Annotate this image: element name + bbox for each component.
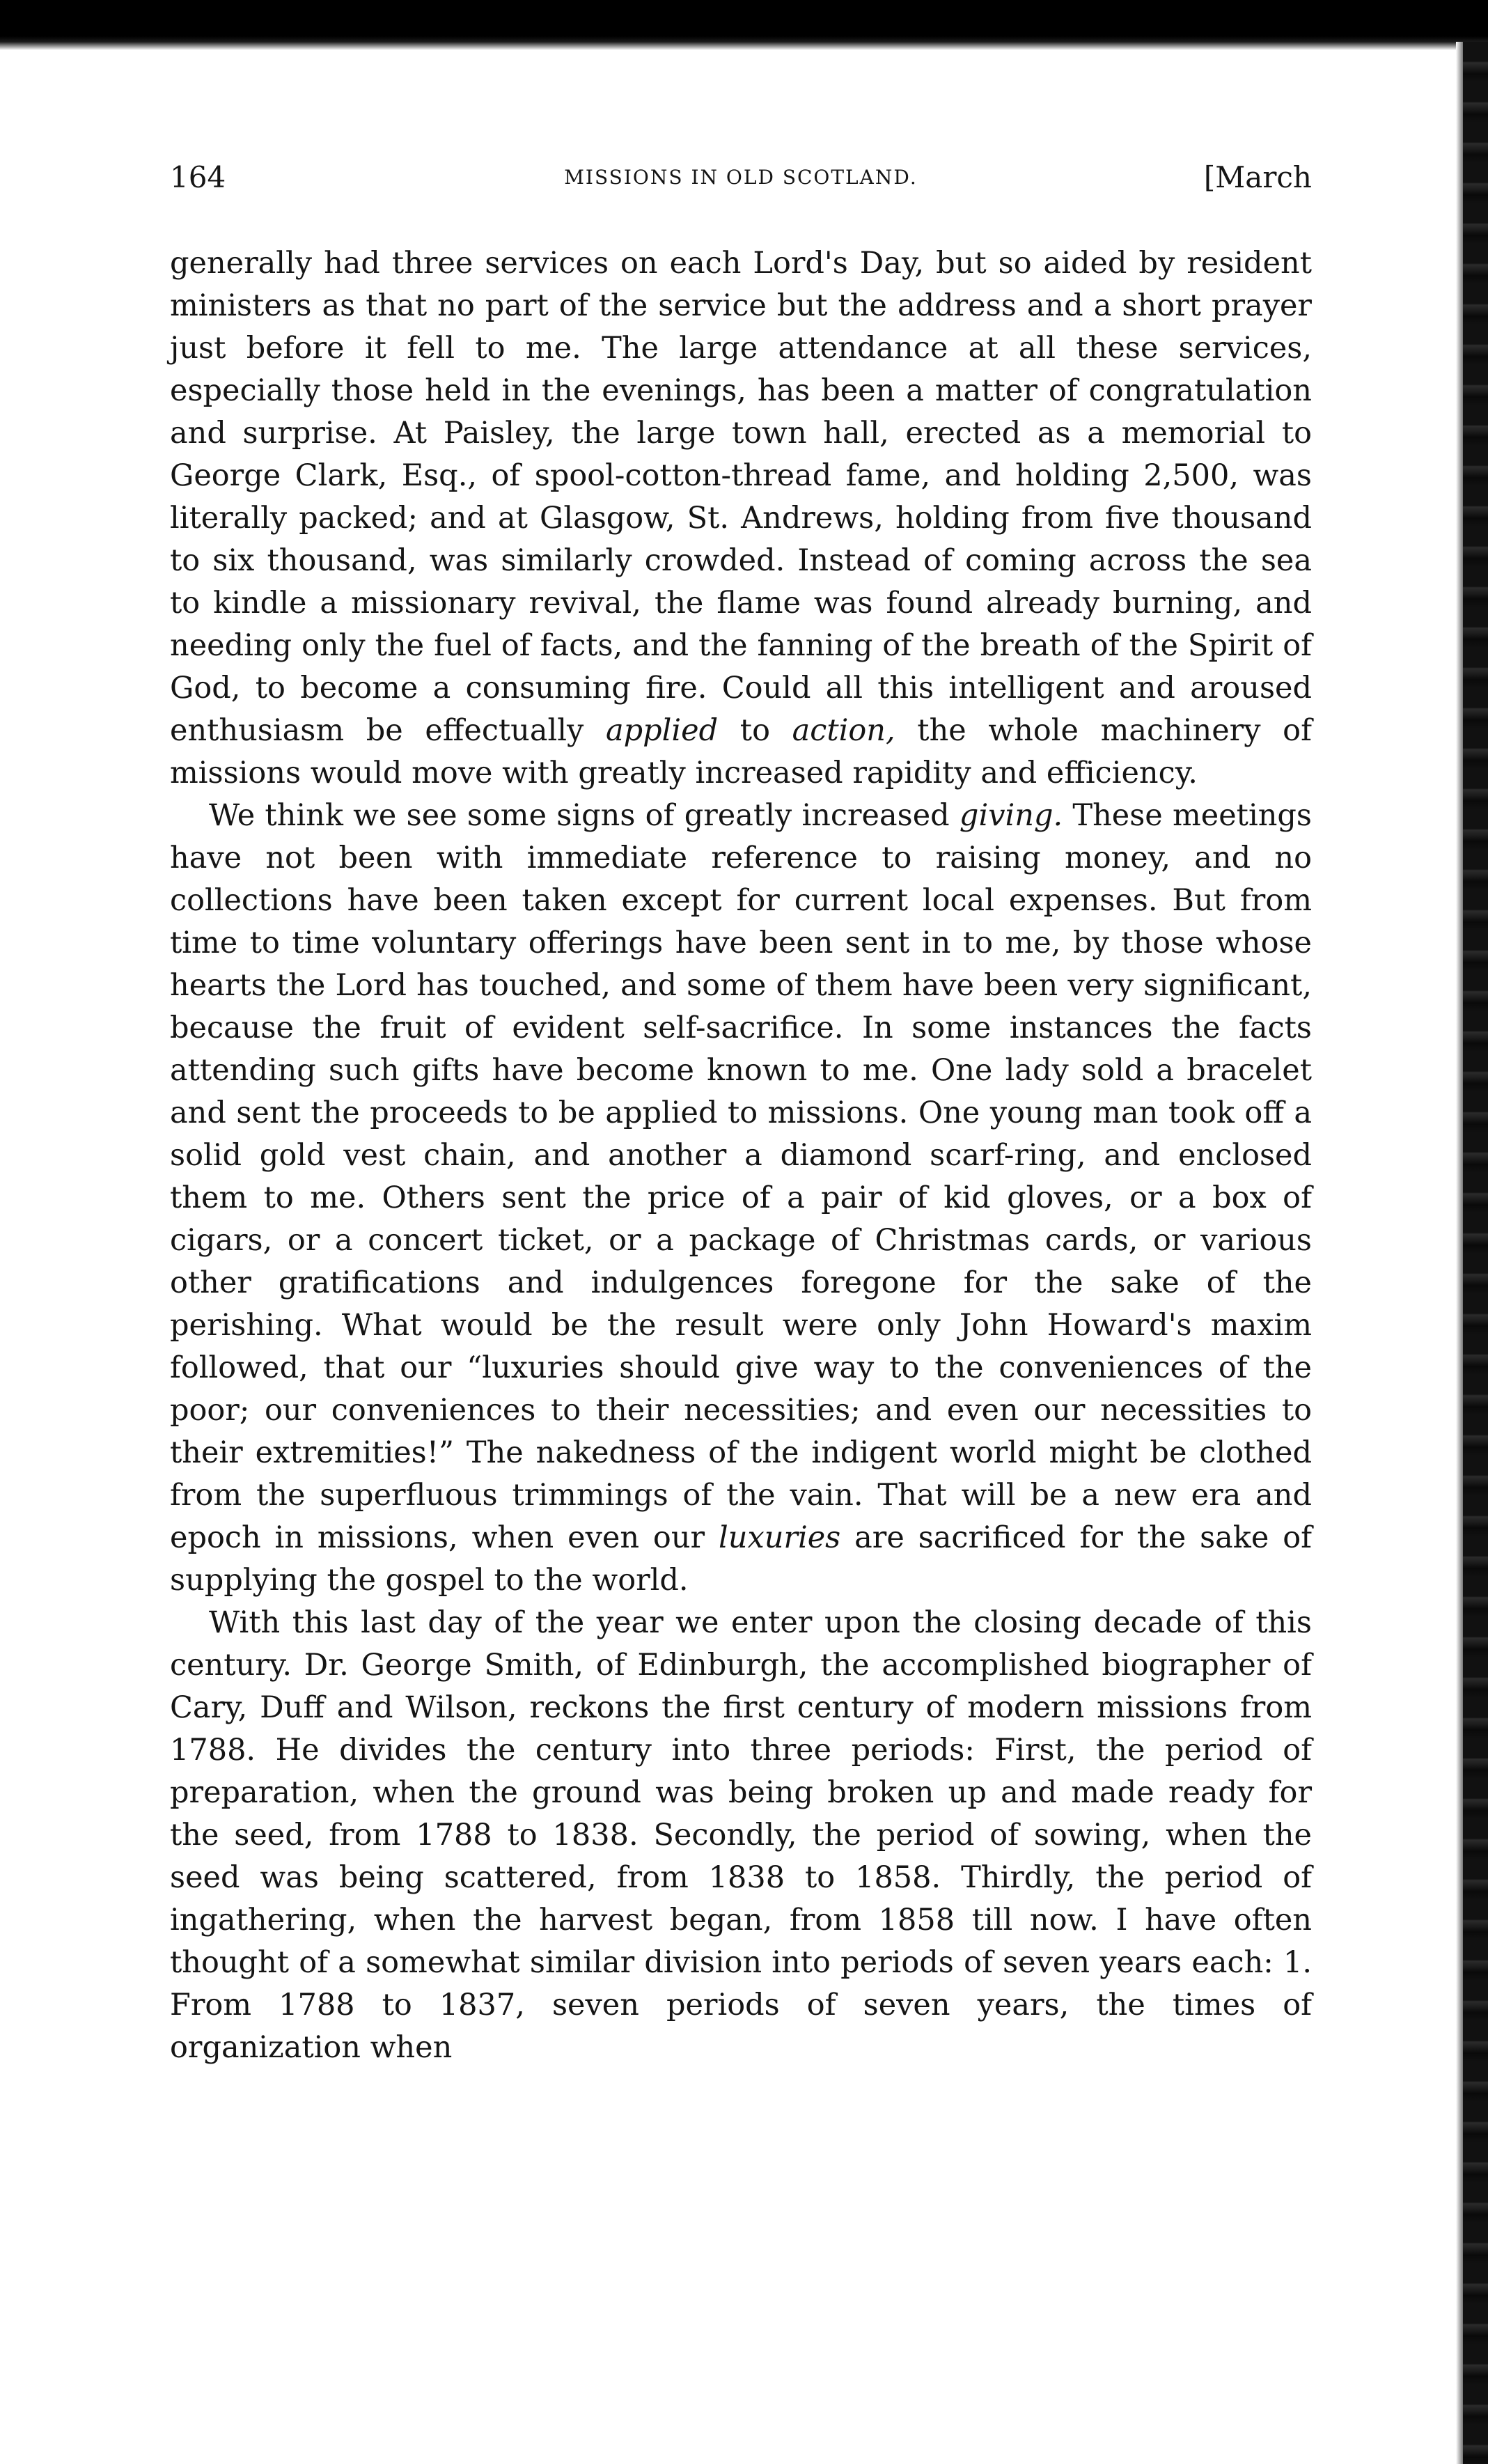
paragraph-1-text-3: the whole machinery of missions would move with greatly increased rapidity and efficiency. [170,713,1312,790]
paragraph-1 [170,242,1312,795]
scan-binding-shadow [1456,42,1463,2464]
paragraph-3-text-1: With this last day of the year we enter upon the closing decade of this century. Dr. George Smith, of Edinburgh, the accomplished biographer of Cary, Duff and Wilson, reckons the first century of modern missions from 1788. He divides the century into three periods: First, the period of preparation, when the ground was being broken up and made ready for the seed, from 1788 to 1838. Secondly, the period of sowing, when the seed was being scattered, from 1838 to 1858. Thirdly, the period of ingathering, when the harvest began, from 1858 till now. I have often thought of a somewhat similar division into periods of seven years each: 1. From 1788 to 1837, seven periods of seven years, the times of organization when [170,1605,1312,2065]
running-head [170,160,1312,209]
paragraph-1-emphasis-action: action, [792,713,895,748]
paragraph-2-text-1: We think we see some signs of greatly increased [209,798,960,833]
body-text [170,242,1312,2069]
running-month: [March [1203,160,1312,194]
page-number: 164 [170,160,226,194]
paragraph-1-emphasis-applied: applied [605,713,719,748]
running-title: MISSIONS IN OLD SCOTLAND. [564,166,918,189]
scan-top-border [0,0,1488,50]
paragraph-1-text-1: generally had three services on each Lord's Day, but so aided by resident ministers as that no part of the service but the address and a short prayer just before it fell to me. The large attendance at all these services, especially those held in the evenings, has been a matter of congratulation and surprise. At Paisley, the large town hall, erected as a memorial to George Clark, Esq., of spool-cotton-thread fame, and holding 2,500, was literally packed; and at Glasgow, St. Andrews, holding from five thousand to six thousand, was similarly crowded. Instead of coming across the sea to kindle a missionary revival, the flame was found already burning, and needing only the fuel of facts, and the fanning of the breath of the Spirit of God, to become a consuming fire. Could all this intelligent and aroused enthusiasm be effectually [170,246,1312,748]
paragraph-2-text-2: These meetings have not been with immediate reference to raising money, and no collections have been taken except for current local expenses. But from time to time voluntary offerings have been sent in to me, by those whose hearts the Lord has touched, and some of them have been very significant, because the fruit of evident self-sacrifice. In some instances the facts attending such gifts have become known to me. One lady sold a bracelet and sent the proceeds to be applied to missions. One young man took off a solid gold vest chain, and another a diamond scarf-ring, and enclosed them to me. Others sent the price of a pair of kid gloves, or a box of cigars, or a concert ticket, or a package of Christmas cards, or various other gratifications and indulgences foregone for the sake of the perishing. What would be the result were only John Howard's maxim followed, that our “luxuries should give way to the conveniences of the poor; our conveniences to their necessities; and even our necessities to their extremities!” The nakedness of the indigent world might be clothed from the superfluous trimmings of the vain. That will be a new era and epoch in missions, when even our [170,798,1312,1555]
paragraph-3 [170,1602,1312,2069]
paragraph-2 [170,795,1312,1602]
book-page [170,160,1312,2069]
scan-right-border [1463,42,1488,2464]
paragraph-2-emphasis-luxuries: luxuries [719,1520,841,1555]
paragraph-1-text-2: to [718,713,792,748]
paragraph-2-emphasis-giving: giving. [959,798,1063,833]
paragraph-2-text-3: are sacrificed for the sake of supplying the gospel to the world. [170,1520,1312,1598]
